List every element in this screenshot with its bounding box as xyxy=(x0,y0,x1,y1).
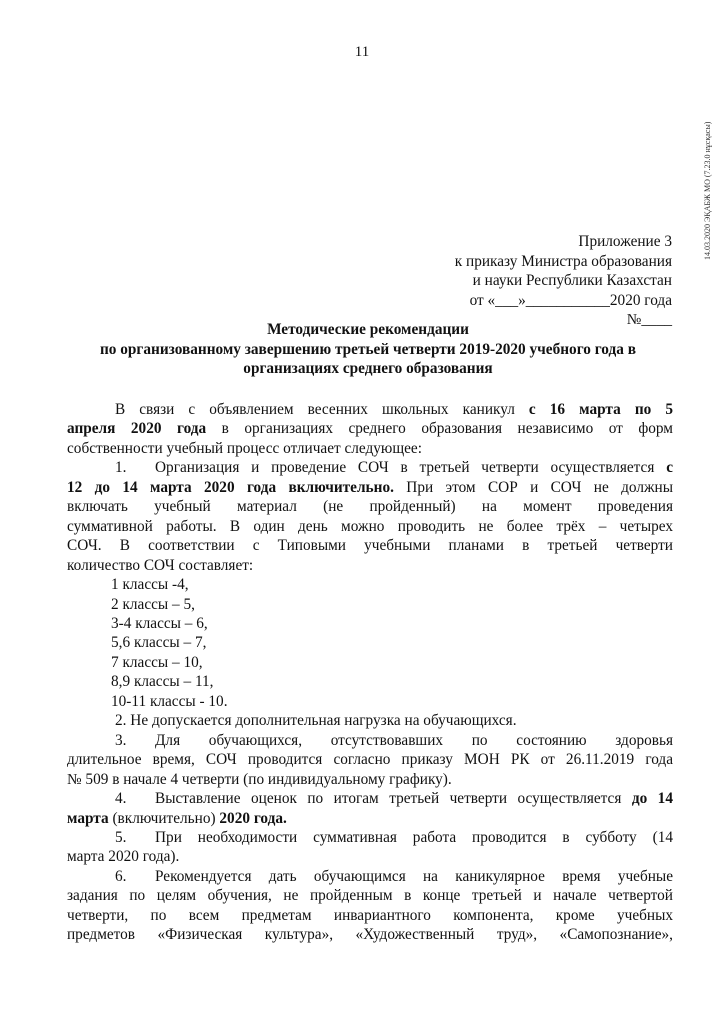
class-count-item: 7 классы – 10, xyxy=(111,653,203,671)
item-6-line: 6. Рекомендуется дать обучающимся на каникулярное время учебные xyxy=(115,867,673,885)
document-body xyxy=(67,400,673,945)
appendix-line: от «___»___________2020 года xyxy=(469,291,672,309)
class-count-item: 8,9 классы – 11, xyxy=(111,673,214,691)
appendix-line: Приложение 3 xyxy=(578,233,672,250)
intro-line: апреля 2020 года в организациях среднего образования независимо от форм xyxy=(67,420,673,438)
item-5-line: 5. При необходимости суммативная работа проводится в субботу (14 xyxy=(115,828,673,846)
item-2-line: 2. Не допускается дополнительная нагрузка на обучающихся. xyxy=(115,712,517,730)
side-registration-stamp: 14.03.2020 ЭҚАБЖ МО (7.23.0 нұсқасы) xyxy=(703,121,712,260)
item-3-line: 3. Для обучающихся, отсутствовавших по состоянию здоровья xyxy=(115,731,673,749)
item-1-line: 12 до 14 марта 2020 года включительно. При этом СОР и СОЧ не должны xyxy=(67,478,673,496)
class-count-item: 5,6 классы – 7, xyxy=(111,634,207,652)
item-1-line: суммативной работы. В один день можно проводить не более трёх – четырех xyxy=(67,517,673,535)
item-6-line: предметов «Физическая культура», «Художественный труд», «Самопознание», xyxy=(67,926,673,944)
item-3-line: № 509 в начале 4 четверти (по индивидуальному графику). xyxy=(67,770,452,788)
title-line: по организованному завершению третьей четверти 2019-2020 учебного года в xyxy=(99,340,636,358)
class-count-item: 3-4 классы – 6, xyxy=(111,614,208,632)
item-4-line: 4. Выставление оценок по итогам третьей четверти осуществляется до 14 xyxy=(115,790,673,808)
class-count-item: 2 классы – 5, xyxy=(111,595,195,613)
item-5-line: марта 2020 года). xyxy=(67,848,180,866)
title-line: Методические рекомендации xyxy=(267,321,469,338)
appendix-line: и науки Республики Казахстан xyxy=(472,272,672,290)
appendix-line: №____ xyxy=(626,311,672,329)
item-4-line: марта (включительно) 2020 года. xyxy=(67,809,287,827)
item-1-line: СОЧ. В соответствии с Типовыми учебными планами в третьей четверти xyxy=(67,537,673,555)
appendix-line: к приказу Министра образования xyxy=(454,252,672,270)
title-line: организациях среднего образования xyxy=(243,360,493,377)
page-number: 11 xyxy=(354,44,370,60)
item-6-line: четверти, по всем предметам инвариантного компонента, кроме учебных xyxy=(67,906,673,924)
class-count-item: 10-11 классы - 10. xyxy=(111,692,228,710)
item-6-line: задания по целям обучения, не пройденным в конце третьей и начале четвертой xyxy=(67,887,673,905)
intro-line: собственности учебный процесс отличает следующее: xyxy=(67,439,422,457)
item-3-line: длительное время, СОЧ проводится согласно приказу МОН РК от 26.11.2019 года xyxy=(67,751,673,769)
item-1-line: количество СОЧ составляет: xyxy=(67,556,254,574)
item-1-line: 1. Организация и проведение СОЧ в третьей четверти осуществляется с xyxy=(115,459,673,477)
class-count-item: 1 классы -4, xyxy=(111,576,189,594)
item-1-line: включать учебный материал (не пройденный) на момент проведения xyxy=(67,498,673,516)
intro-line: В связи с объявлением весенних школьных каникул с 16 марта по 5 xyxy=(115,401,673,418)
appendix-header xyxy=(455,232,672,330)
document-title xyxy=(62,320,674,379)
